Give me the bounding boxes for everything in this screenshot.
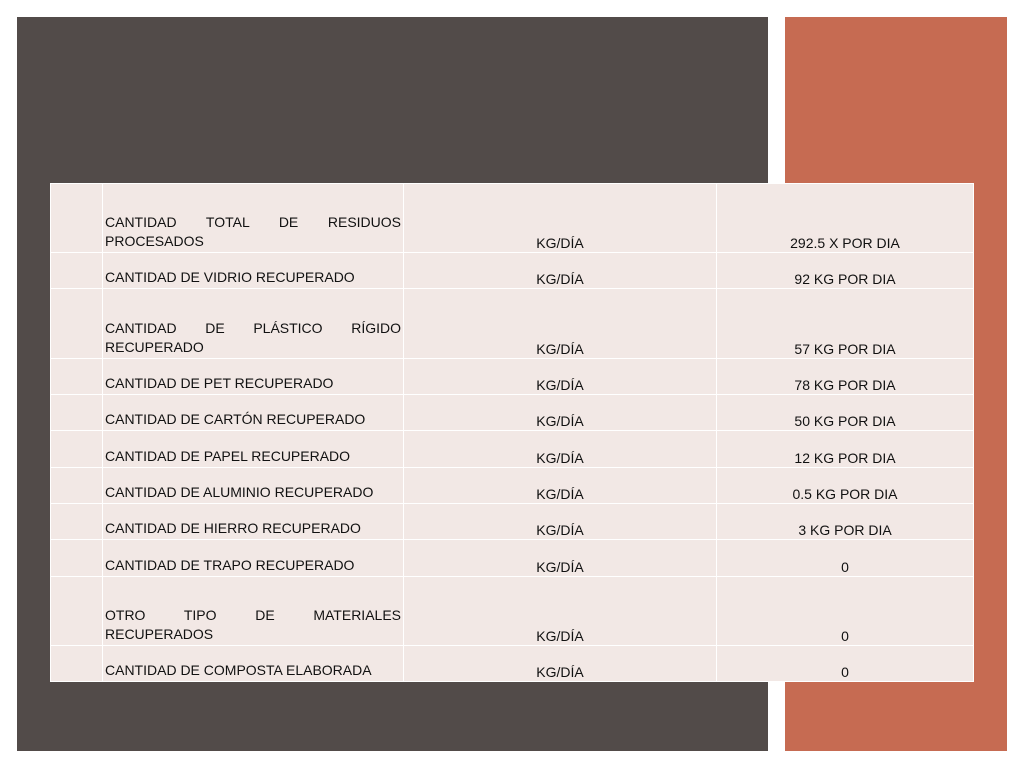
description-cell: CANTIDAD DE HIERRO RECUPERADO [103,503,404,539]
description-cell: CANTIDAD DE TRAPO RECUPERADO [103,540,404,576]
description-cell: CANTIDAD TOTAL DE RESIDUOS PROCESADOS [103,184,404,253]
row-index-cell [51,358,103,394]
unit-cell: KG/DÍA [404,467,717,503]
description-cell: CANTIDAD DE COMPOSTA ELABORADA [103,645,404,681]
row-index-cell [51,431,103,467]
row-index-cell [51,394,103,430]
table-row [51,184,974,253]
value-cell: 3 KG POR DIA [717,503,974,539]
table-row [51,289,974,358]
unit-cell: KG/DÍA [404,394,717,430]
waste-recovery-table-container [50,183,973,682]
unit-cell: KG/DÍA [404,184,717,253]
table-row [51,394,974,430]
row-index-cell [51,289,103,358]
value-cell: 50 KG POR DIA [717,394,974,430]
unit-cell: KG/DÍA [404,253,717,289]
description-cell: CANTIDAD DE PAPEL RECUPERADO [103,431,404,467]
unit-cell: KG/DÍA [404,289,717,358]
value-cell: 57 KG POR DIA [717,289,974,358]
description-cell: CANTIDAD DE ALUMINIO RECUPERADO [103,467,404,503]
table-row [51,540,974,576]
waste-recovery-table [50,183,974,682]
value-cell: 0 [717,576,974,645]
description-cell: OTRO TIPO DE MATERIALES RECUPERADOS [103,576,404,645]
value-cell: 292.5 X POR DIA [717,184,974,253]
description-cell: CANTIDAD DE PET RECUPERADO [103,358,404,394]
value-cell: 0 [717,540,974,576]
table-row [51,645,974,681]
value-cell: 78 KG POR DIA [717,358,974,394]
value-cell: 0.5 KG POR DIA [717,467,974,503]
description-cell: CANTIDAD DE PLÁSTICO RÍGIDO RECUPERADO [103,289,404,358]
unit-cell: KG/DÍA [404,540,717,576]
value-cell: 12 KG POR DIA [717,431,974,467]
table-row [51,358,974,394]
value-cell: 92 KG POR DIA [717,253,974,289]
unit-cell: KG/DÍA [404,576,717,645]
row-index-cell [51,540,103,576]
row-index-cell [51,253,103,289]
row-index-cell [51,467,103,503]
unit-cell: KG/DÍA [404,503,717,539]
row-index-cell [51,184,103,253]
value-cell: 0 [717,645,974,681]
row-index-cell [51,576,103,645]
table-row [51,576,974,645]
unit-cell: KG/DÍA [404,645,717,681]
table-row [51,253,974,289]
row-index-cell [51,645,103,681]
table-row [51,467,974,503]
description-cell: CANTIDAD DE VIDRIO RECUPERADO [103,253,404,289]
description-cell: CANTIDAD DE CARTÓN RECUPERADO [103,394,404,430]
row-index-cell [51,503,103,539]
table-row [51,503,974,539]
unit-cell: KG/DÍA [404,358,717,394]
table-row [51,431,974,467]
unit-cell: KG/DÍA [404,431,717,467]
